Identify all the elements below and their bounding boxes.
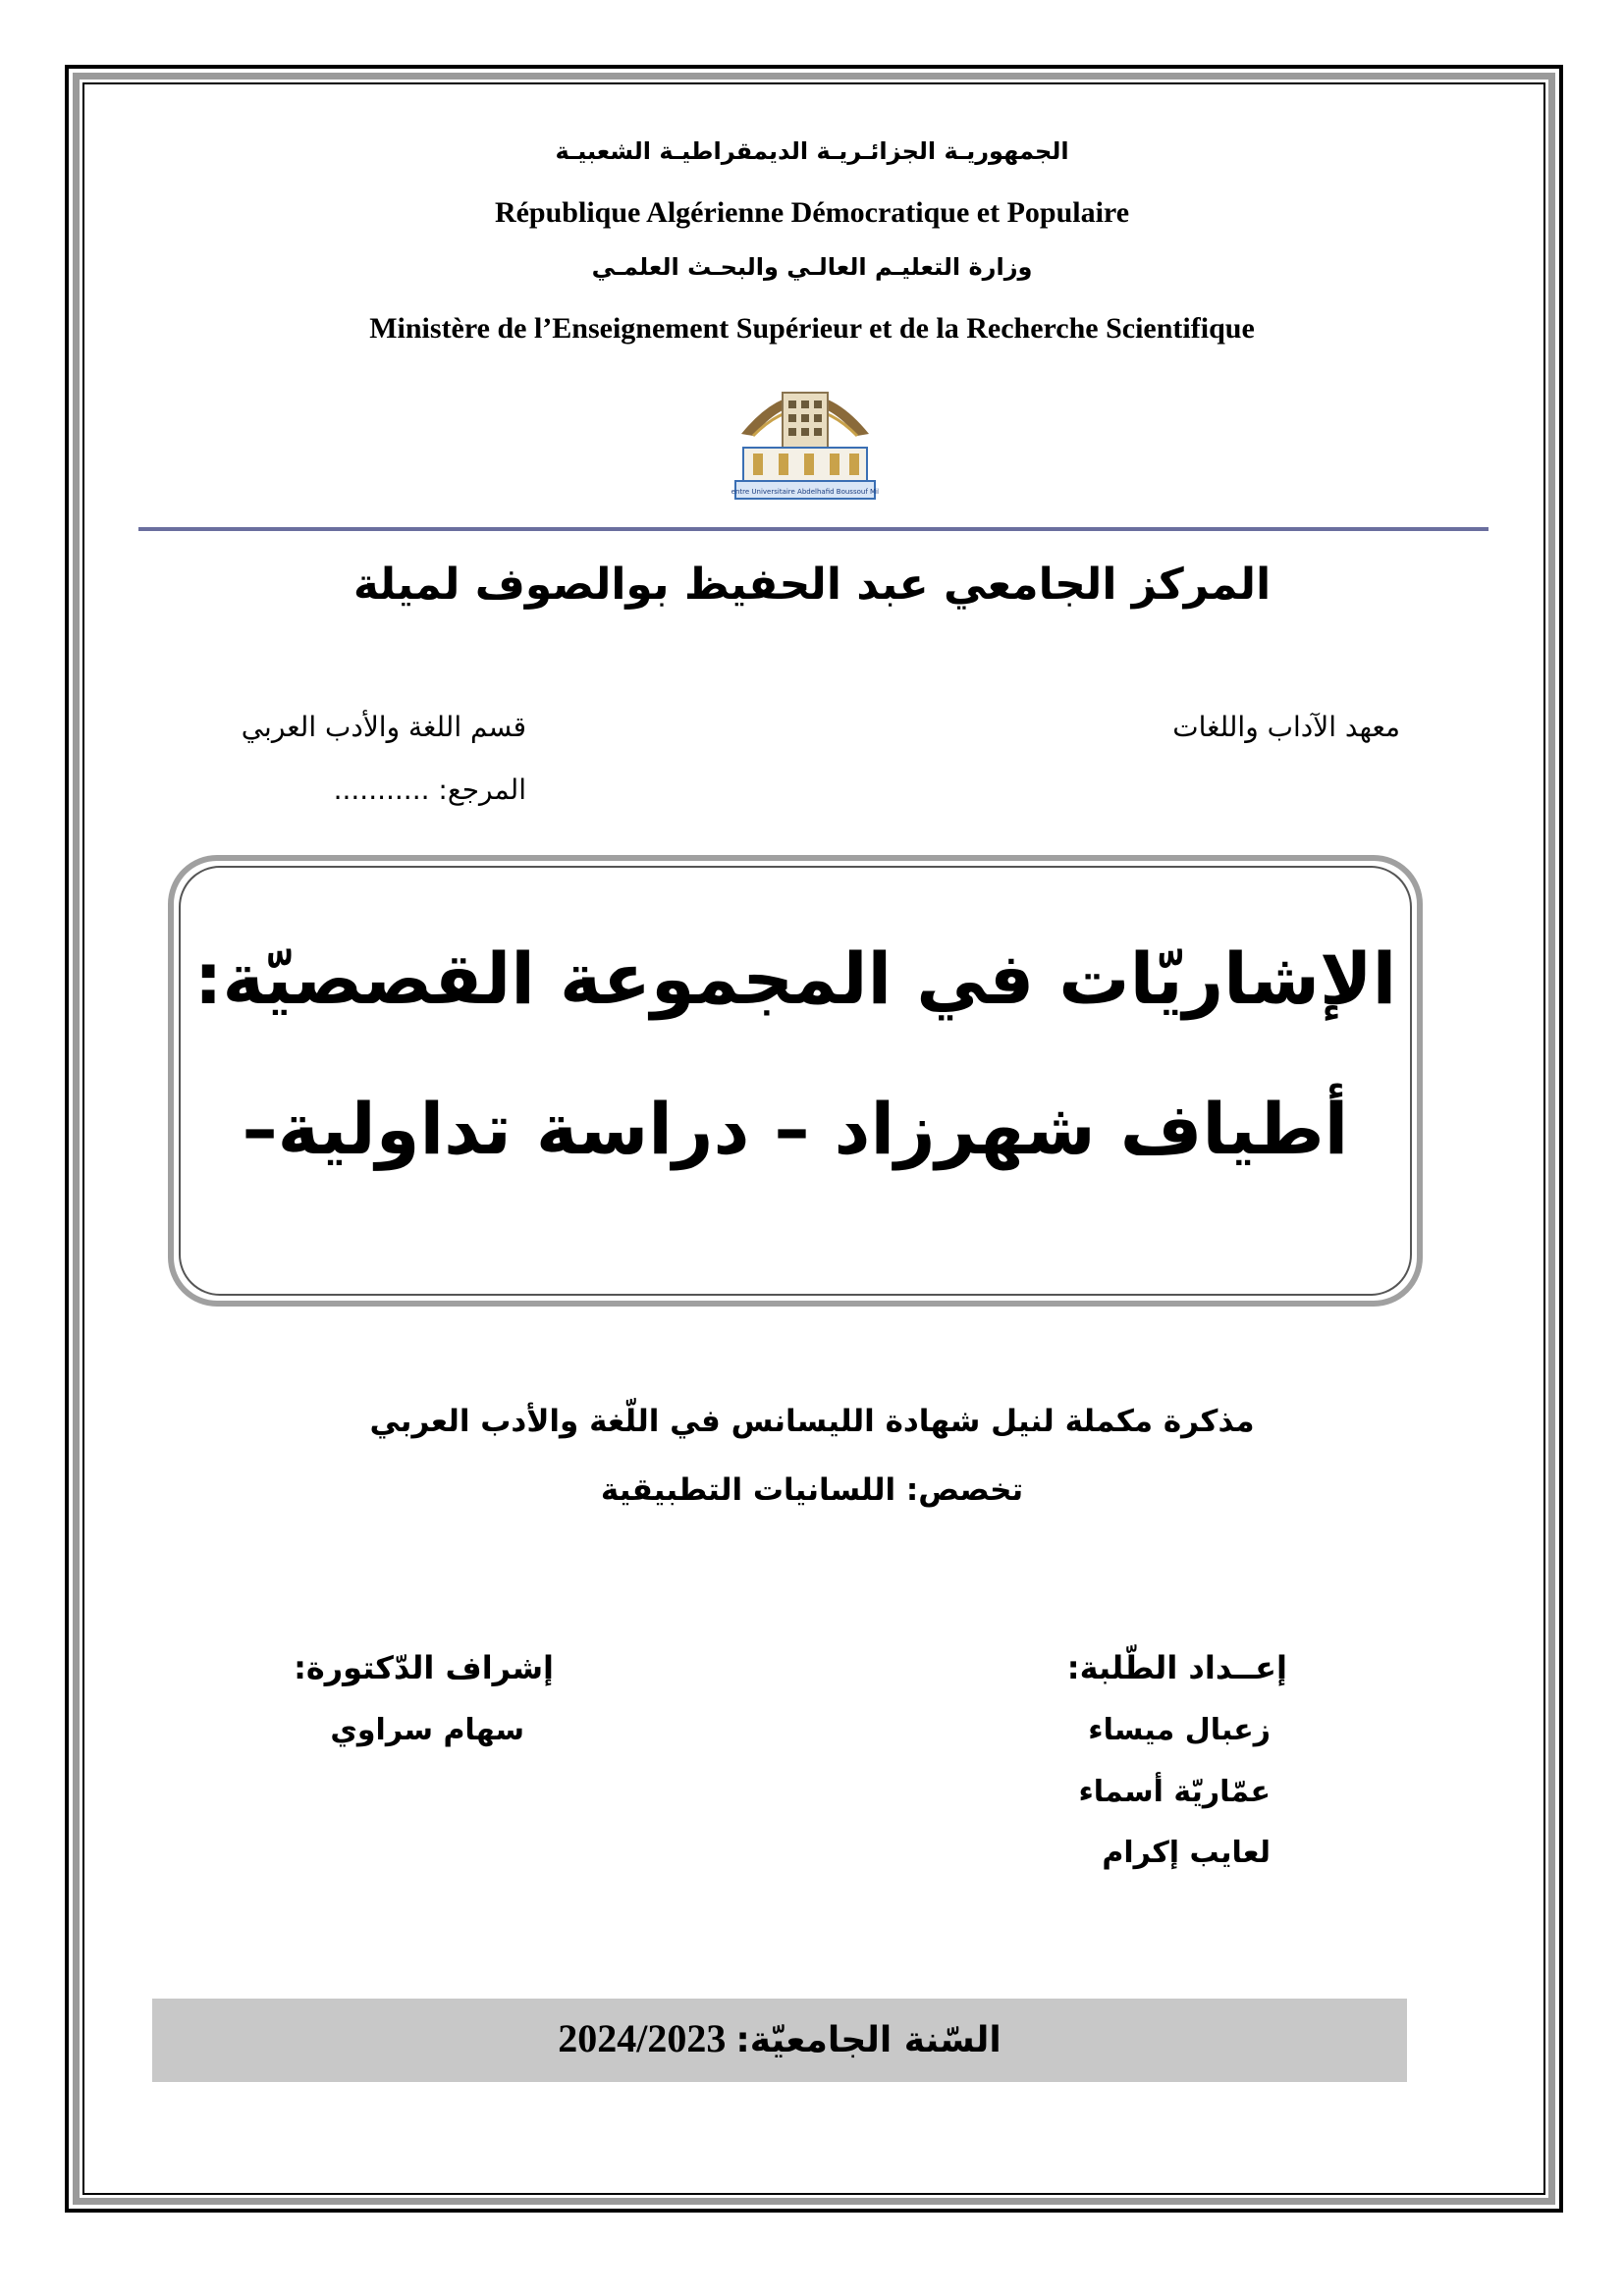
ministry-arabic: وزارة التعليـم العالـي والبحـث العلمـي — [591, 253, 1033, 281]
students-heading: إعــداد الطّلبة: — [1066, 1649, 1287, 1686]
student-name: لعايب إكرام — [1102, 1836, 1271, 1870]
student-name: عمّاريّة أسماء — [1078, 1775, 1271, 1809]
memo-description: مذكرة مكملة لنيل شهادة الليسانس في اللّغة والأدب العربي — [369, 1404, 1255, 1439]
university-building-logo — [731, 365, 879, 512]
title-box-inner-border — [179, 866, 1412, 1296]
header-divider — [138, 527, 1489, 531]
republic-french: République Algérienne Démocratique et Populaire — [494, 196, 1130, 229]
thesis-title-line-2: أطياف شهرزاد – دراسة تداولية– — [242, 1088, 1349, 1170]
thesis-title-line-1: الإشاريّات في المجموعة القصصيّة: — [193, 937, 1397, 1020]
department-name: قسم اللغة والأدب العربي — [241, 711, 526, 743]
student-name: زعبال ميساء — [1088, 1713, 1271, 1747]
academic-year — [152, 2015, 1407, 2061]
supervisor-heading: إشراف الدّكتورة: — [294, 1649, 554, 1686]
republic-arabic: الجمهوريـة الجزائـريـة الديمقراطيـة الشعبيـة — [555, 137, 1069, 165]
center-name: المركز الجامعي عبد الحفيظ بوالصوف لميلة — [352, 560, 1272, 610]
logo-caption: Centre Universitaire Abdelhafid Boussouf Mila — [731, 488, 879, 496]
memo-specialty: تخصص: اللسانيات التطبيقية — [600, 1472, 1024, 1508]
supervisor-name: سهام سراوي — [330, 1713, 524, 1747]
academic-year-label: السّنة الجامعيّة: — [735, 2020, 1001, 2060]
academic-year-value: 2024/2023 — [558, 2016, 727, 2060]
institute-name: معهد الآداب واللغات — [1172, 711, 1400, 743]
ministry-french: Ministère de l’Enseignement Supérieur et de la Recherche Scientifique — [369, 312, 1255, 345]
reference-field: المرجع: ........... — [333, 774, 526, 806]
